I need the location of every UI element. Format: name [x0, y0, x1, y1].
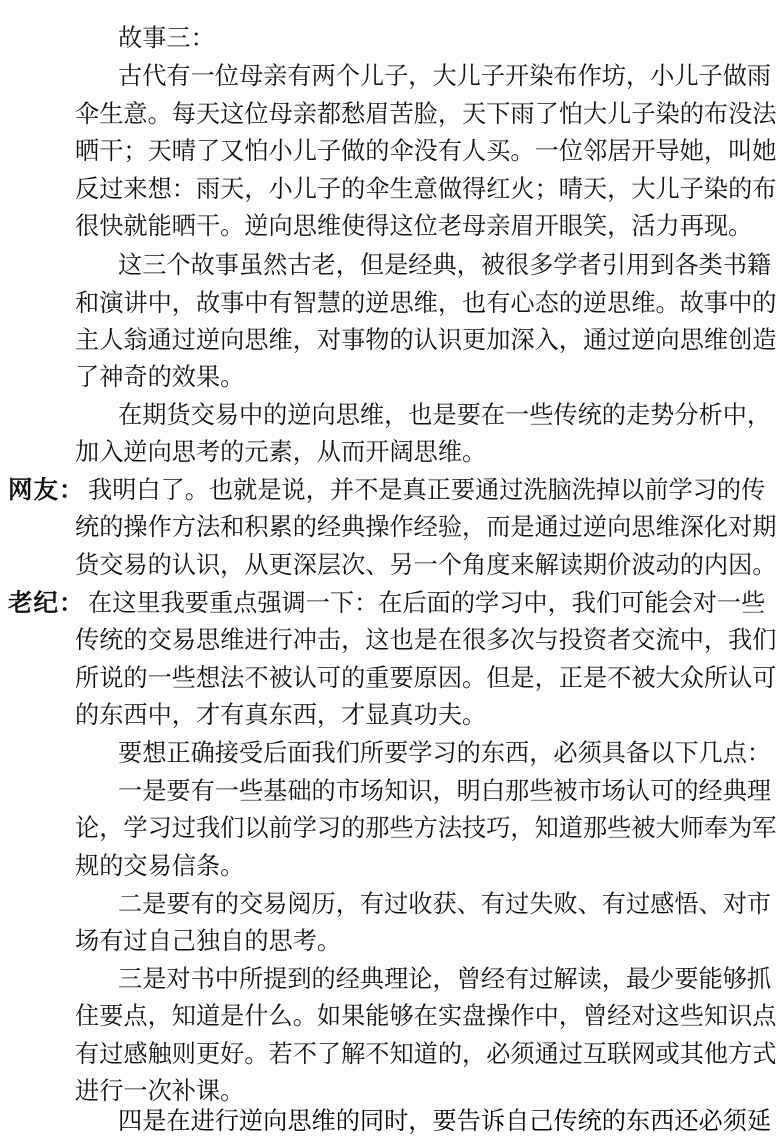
text-line: 场有过自己独自的思考。	[75, 927, 342, 955]
text-line: 三是对书中所提到的经典理论，曾经有过解读，最少要能够抓	[118, 965, 772, 993]
speaker-label-laoji: 老纪：	[8, 588, 85, 617]
text-line: 这三个故事虽然古老，但是经典，被很多学者引用到各类书籍	[118, 251, 772, 279]
text-line: 有过感触则更好。若不了解不知道的，必须通过互联网或其他方式	[75, 1040, 776, 1068]
text-line: 反过来想：雨天，小儿子的伞生意做得红火；晴天，大儿子染的布	[75, 175, 776, 203]
text-line: 了神奇的效果。	[75, 363, 245, 391]
text-line: 我明白了。也就是说，并不是真正要通过洗脑洗掉以前学习的传	[88, 476, 766, 504]
story-heading: 故事三：	[118, 24, 215, 52]
speaker-label-netizen: 网友：	[8, 475, 85, 504]
text-line-partial: 四是在进行逆向思维的同时，要告诉自己传统的东西还必须延	[118, 1108, 772, 1135]
text-line: 古代有一位母亲有两个儿子，大儿子开染布作坊，小儿子做雨	[118, 62, 772, 90]
text-line: 一是要有一些基础的市场知识，明白那些被市场认可的经典理	[118, 777, 772, 805]
text-line: 统的操作方法和积累的经典操作经验，而是通过逆向思维深化对期	[75, 513, 776, 541]
text-line: 要想正确接受后面我们所要学习的东西，必须具备以下几点：	[118, 739, 772, 767]
text-line: 规的交易信条。	[75, 852, 245, 880]
text-line: 很快就能晒干。逆向思维使得这位老母亲眉开眼笑，活力再现。	[75, 212, 753, 240]
text-line: 的东西中，才有真东西，才显真功夫。	[75, 701, 487, 729]
text-line: 住要点，知道是什么。如果能够在实盘操作中，曾经对这些知识点	[75, 1002, 776, 1030]
text-line: 在这里我要重点强调一下：在后面的学习中，我们可能会对一些	[88, 589, 766, 617]
text-line: 加入逆向思考的元素，从而开阔思维。	[75, 438, 487, 466]
text-line: 所说的一些想法不被认可的重要原因。但是，正是不被大众所认可	[75, 664, 776, 692]
text-line: 在期货交易中的逆向思维，也是要在一些传统的走势分析中，	[118, 401, 772, 429]
text-line: 论，学习过我们以前学习的那些方法技巧，知道那些被大师奉为军	[75, 814, 776, 842]
text-line: 进行一次补课。	[75, 1077, 245, 1105]
text-line: 货交易的认识，从更深层次、另一个角度来解读期价波动的内因。	[75, 551, 776, 579]
text-line: 主人翁通过逆向思维，对事物的认识更加深入，通过逆向思维创造	[75, 326, 776, 354]
text-line: 二是要有的交易阅历，有过收获、有过失败、有过感悟、对市	[118, 890, 772, 918]
text-line: 传统的交易思维进行冲击，这也是在很多次与投资者交流中，我们	[75, 626, 776, 654]
text-line: 伞生意。每天这位母亲都愁眉苦脸，天下雨了怕大儿子染的布没法	[75, 100, 776, 128]
text-line: 晒干；天晴了又怕小儿子做的伞没有人买。一位邻居开导她，叫她	[75, 137, 776, 165]
text-line: 和演讲中，故事中有智慧的逆思维，也有心态的逆思维。故事中的	[75, 289, 776, 317]
